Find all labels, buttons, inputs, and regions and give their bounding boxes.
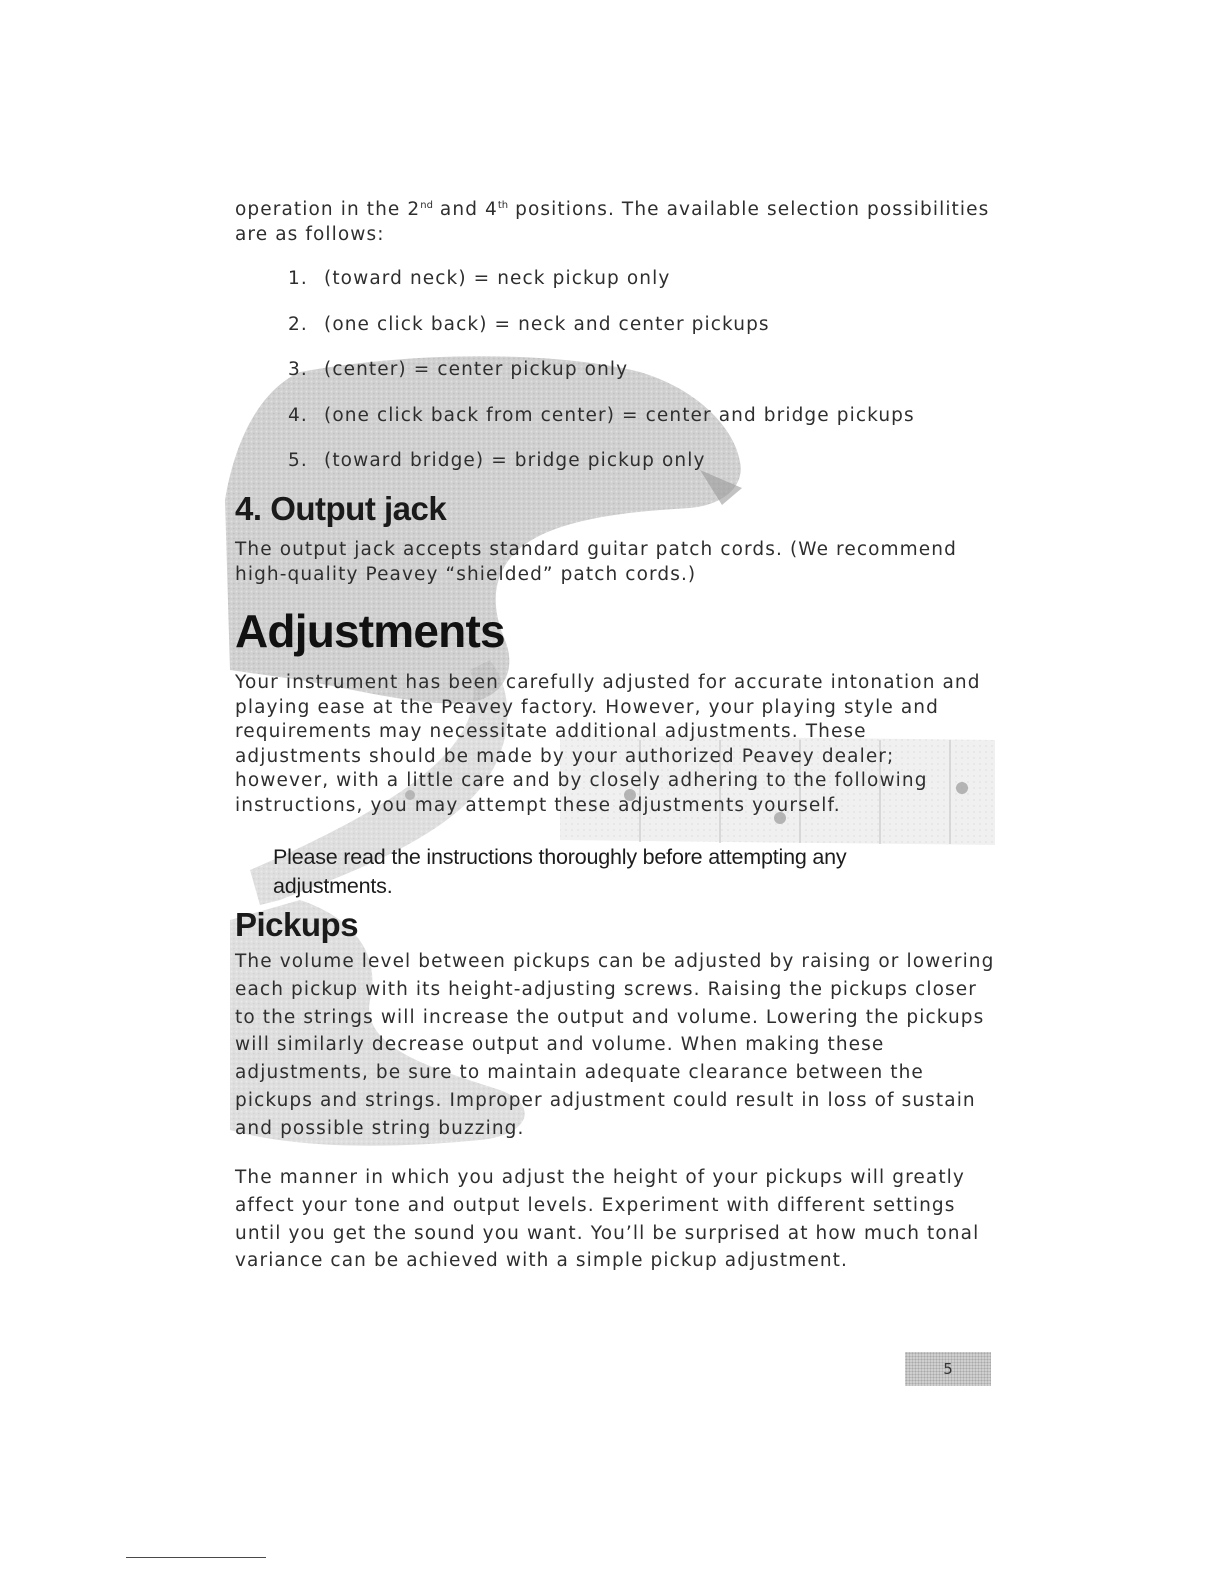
output-jack-heading: 4. Output jack [235, 490, 447, 527]
pickups-heading: Pickups [235, 906, 359, 943]
adjustments-paragraph: Your instrument has been carefully adjusted for accurate intonation and playing ease at the Peavey factory. However, your playing style and requirements may necessitate additional adjustments. These adjustments should be made by your authorized Peavey dealer; however, with a little care and by closely adhering to the following instructions, you may attempt these adjustments yourself. [235, 672, 981, 816]
list-item: 5. (toward bridge) = bridge pickup only [288, 450, 706, 471]
intro-paragraph: operation in the 2nd and 4th positions. The available selection possibilities are as follows: [235, 199, 990, 245]
pickups-paragraph-1: The volume level between pickups can be adjusted by raising or lowering each pickup with its height-adjusting screws. Raising the pickups closer to the strings will increase the output and volume. Lowering the pickups will similarly decrease output and volume. When making these adjustments, be sure to maintain adequate clearance between the pickups and strings. Improper adjustment could result in loss of sustain and possible string buzzing. [235, 951, 995, 1139]
pickups-paragraph-2: The manner in which you adjust the height of your pickups will greatly affect your tone and output levels. Experiment with different settings until you get the sound you want. You’ll be surprised at how much tonal variance can be achieved with a simple pickup adjustment. [235, 1167, 980, 1272]
list-item: 2. (one click back) = neck and center pickups [288, 313, 770, 335]
list-item: 1. (toward neck) = neck pickup only [288, 268, 671, 289]
adjustments-note: Please read the instructions thoroughly before attempting any adjustments. [273, 845, 847, 898]
output-jack-paragraph: The output jack accepts standard guitar patch cords. (We recommend high-quality Peavey “shielded” patch cords.) [235, 539, 957, 585]
adjustments-heading: Adjustments [235, 605, 505, 657]
footer-rule [126, 1557, 266, 1558]
list-item: 4. (one click back from center) = center and bridge pickups [288, 404, 915, 426]
selection-list [288, 266, 915, 494]
page-number: 5 [905, 1352, 991, 1386]
list-item: 3. (center) = center pickup only [288, 359, 629, 380]
